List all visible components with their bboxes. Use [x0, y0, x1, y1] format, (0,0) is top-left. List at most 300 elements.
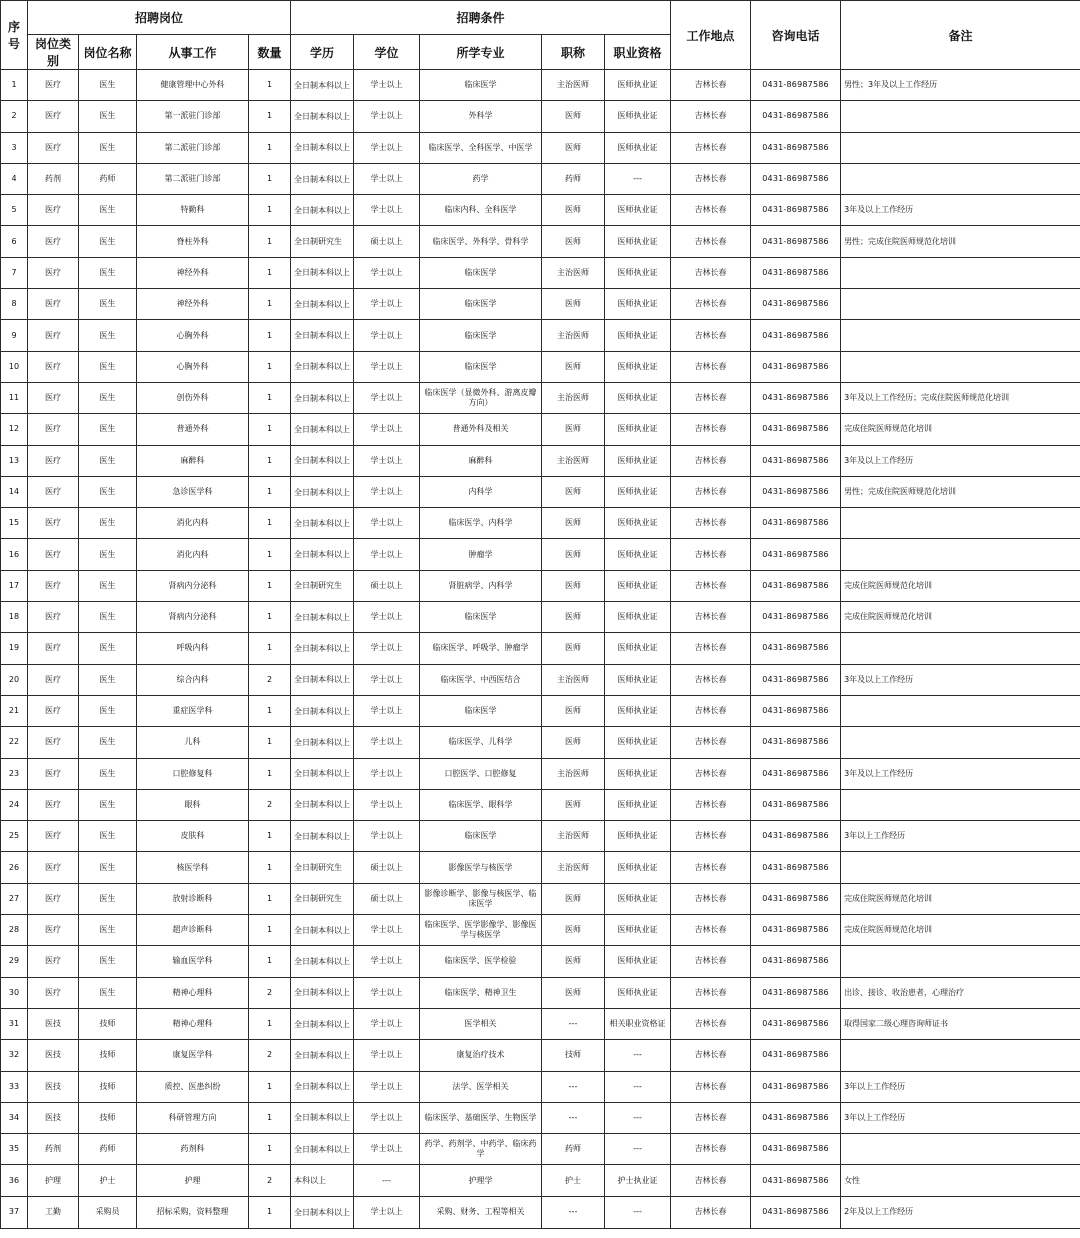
- cell-note: [841, 101, 1080, 132]
- cell-count: 1: [249, 257, 291, 288]
- cell-major: 口腔医学、口腔修复: [420, 758, 542, 789]
- cell-note: 完成住院医师规范化培训: [841, 883, 1080, 914]
- cell-phone: 0431-86987586: [751, 664, 841, 695]
- cell-seq: 1: [1, 70, 28, 101]
- cell-post-name: 医生: [79, 570, 137, 601]
- cell-title: 医师: [542, 476, 605, 507]
- cell-title: 技师: [542, 1040, 605, 1071]
- cell-qualification: 医师执业证: [605, 946, 671, 977]
- cell-note: [841, 257, 1080, 288]
- cell-location: 吉林长春: [671, 821, 751, 852]
- cell-major: 药学: [420, 163, 542, 194]
- cell-note: [841, 320, 1080, 351]
- cell-location: 吉林长春: [671, 852, 751, 883]
- cell-phone: 0431-86987586: [751, 789, 841, 820]
- cell-note: 3年及以上工作经历: [841, 195, 1080, 226]
- cell-qualification: ---: [605, 1196, 671, 1228]
- cell-post-category: 医疗: [28, 852, 79, 883]
- cell-note: 男性；完成住院医师规范化培训: [841, 226, 1080, 257]
- cell-work: 普通外科: [137, 414, 249, 445]
- cell-post-name: 采购员: [79, 1196, 137, 1228]
- cell-post-name: 医生: [79, 195, 137, 226]
- cell-post-name: 技师: [79, 1040, 137, 1071]
- cell-seq: 16: [1, 539, 28, 570]
- header-count: 数量: [249, 35, 291, 70]
- cell-count: 1: [249, 195, 291, 226]
- cell-title: 医师: [542, 351, 605, 382]
- cell-phone: 0431-86987586: [751, 915, 841, 946]
- table-row: [1, 445, 1080, 476]
- cell-title: 医师: [542, 789, 605, 820]
- cell-degree: 学士以上: [354, 289, 420, 320]
- cell-degree: 学士以上: [354, 633, 420, 664]
- cell-count: 1: [249, 226, 291, 257]
- cell-count: 1: [249, 539, 291, 570]
- cell-location: 吉林长春: [671, 789, 751, 820]
- cell-location: 吉林长春: [671, 695, 751, 726]
- cell-work: 消化内科: [137, 539, 249, 570]
- cell-post-category: 医疗: [28, 727, 79, 758]
- header-note: 备注: [841, 1, 1080, 70]
- cell-post-category: 医疗: [28, 257, 79, 288]
- cell-post-name: 医生: [79, 915, 137, 946]
- cell-location: 吉林长春: [671, 570, 751, 601]
- cell-work: 护理: [137, 1165, 249, 1196]
- cell-degree: 学士以上: [354, 508, 420, 539]
- cell-work: 康复医学科: [137, 1040, 249, 1071]
- cell-qualification: 医师执业证: [605, 445, 671, 476]
- cell-post-category: 医疗: [28, 70, 79, 101]
- cell-degree: 学士以上: [354, 1196, 420, 1228]
- table-row: [1, 382, 1080, 413]
- cell-major: 肾脏病学、内科学: [420, 570, 542, 601]
- header-education: 学历: [291, 35, 354, 70]
- cell-qualification: 医师执业证: [605, 257, 671, 288]
- table-row: [1, 915, 1080, 946]
- cell-post-category: 医疗: [28, 633, 79, 664]
- cell-degree: 学士以上: [354, 1134, 420, 1165]
- cell-education: 全日制研究生: [291, 883, 354, 914]
- table-row: [1, 789, 1080, 820]
- cell-phone: 0431-86987586: [751, 476, 841, 507]
- table-row: [1, 195, 1080, 226]
- cell-phone: 0431-86987586: [751, 351, 841, 382]
- cell-qualification: 医师执业证: [605, 727, 671, 758]
- cell-location: 吉林长春: [671, 1196, 751, 1228]
- cell-work: 重症医学科: [137, 695, 249, 726]
- cell-post-category: 医疗: [28, 195, 79, 226]
- table-row: [1, 1134, 1080, 1165]
- cell-qualification: 医师执业证: [605, 789, 671, 820]
- header-location: 工作地点: [671, 1, 751, 70]
- cell-education: 全日制本科以上: [291, 289, 354, 320]
- cell-phone: 0431-86987586: [751, 163, 841, 194]
- table-row: [1, 132, 1080, 163]
- cell-post-category: 医疗: [28, 946, 79, 977]
- cell-phone: 0431-86987586: [751, 852, 841, 883]
- cell-major: 临床医学: [420, 289, 542, 320]
- cell-post-name: 医生: [79, 445, 137, 476]
- cell-location: 吉林长春: [671, 163, 751, 194]
- cell-qualification: 医师执业证: [605, 883, 671, 914]
- cell-qualification: 医师执业证: [605, 602, 671, 633]
- cell-work: 第二派驻门诊部: [137, 132, 249, 163]
- cell-education: 全日制本科以上: [291, 351, 354, 382]
- cell-education: 全日制本科以上: [291, 445, 354, 476]
- cell-work: 科研管理方向: [137, 1102, 249, 1133]
- cell-education: 全日制本科以上: [291, 476, 354, 507]
- cell-post-name: 医生: [79, 883, 137, 914]
- cell-phone: 0431-86987586: [751, 1071, 841, 1102]
- cell-post-category: 医疗: [28, 226, 79, 257]
- table-row: [1, 101, 1080, 132]
- cell-seq: 17: [1, 570, 28, 601]
- cell-work: 心胸外科: [137, 351, 249, 382]
- cell-work: 核医学科: [137, 852, 249, 883]
- cell-note: [841, 852, 1080, 883]
- cell-work: 第二派驻门诊部: [137, 163, 249, 194]
- cell-location: 吉林长春: [671, 1165, 751, 1196]
- cell-count: 1: [249, 476, 291, 507]
- cell-post-name: 医生: [79, 789, 137, 820]
- cell-count: 2: [249, 664, 291, 695]
- cell-note: 出诊、接诊、收治患者，心理治疗: [841, 977, 1080, 1008]
- table-row: [1, 257, 1080, 288]
- cell-degree: 学士以上: [354, 476, 420, 507]
- cell-education: 全日制本科以上: [291, 132, 354, 163]
- cell-major: 肿瘤学: [420, 539, 542, 570]
- cell-degree: 学士以上: [354, 946, 420, 977]
- cell-count: 1: [249, 633, 291, 664]
- cell-major: 临床医学、内科学: [420, 508, 542, 539]
- cell-post-name: 医生: [79, 821, 137, 852]
- cell-post-name: 医生: [79, 101, 137, 132]
- cell-note: [841, 789, 1080, 820]
- cell-count: 1: [249, 414, 291, 445]
- table-row: [1, 758, 1080, 789]
- cell-note: [841, 508, 1080, 539]
- cell-education: 全日制本科以上: [291, 664, 354, 695]
- cell-seq: 8: [1, 289, 28, 320]
- cell-count: 2: [249, 1040, 291, 1071]
- cell-post-category: 医疗: [28, 539, 79, 570]
- cell-post-name: 医生: [79, 946, 137, 977]
- cell-count: 1: [249, 602, 291, 633]
- cell-degree: 学士以上: [354, 445, 420, 476]
- cell-degree: 学士以上: [354, 382, 420, 413]
- cell-degree: 学士以上: [354, 727, 420, 758]
- cell-title: 主治医师: [542, 445, 605, 476]
- cell-count: 1: [249, 132, 291, 163]
- header-post-category: 岗位类别: [28, 35, 79, 70]
- cell-degree: 学士以上: [354, 539, 420, 570]
- cell-post-category: 药剂: [28, 1134, 79, 1165]
- cell-post-category: 医疗: [28, 320, 79, 351]
- cell-phone: 0431-86987586: [751, 1165, 841, 1196]
- cell-work: 急诊医学科: [137, 476, 249, 507]
- cell-phone: 0431-86987586: [751, 195, 841, 226]
- cell-post-category: 工勤: [28, 1196, 79, 1228]
- cell-count: 1: [249, 508, 291, 539]
- cell-degree: 学士以上: [354, 320, 420, 351]
- cell-degree: 学士以上: [354, 257, 420, 288]
- cell-location: 吉林长春: [671, 1008, 751, 1039]
- cell-post-name: 医生: [79, 852, 137, 883]
- cell-education: 全日制本科以上: [291, 1134, 354, 1165]
- cell-note: [841, 695, 1080, 726]
- cell-location: 吉林长春: [671, 320, 751, 351]
- cell-post-category: 医疗: [28, 508, 79, 539]
- cell-note: [841, 539, 1080, 570]
- cell-post-name: 医生: [79, 226, 137, 257]
- table-row: [1, 1165, 1080, 1196]
- cell-location: 吉林长春: [671, 508, 751, 539]
- cell-location: 吉林长春: [671, 664, 751, 695]
- cell-major: 临床医学、外科学、骨科学: [420, 226, 542, 257]
- cell-post-name: 医生: [79, 414, 137, 445]
- cell-phone: 0431-86987586: [751, 445, 841, 476]
- cell-post-name: 医生: [79, 977, 137, 1008]
- cell-education: 全日制本科以上: [291, 508, 354, 539]
- cell-post-name: 医生: [79, 476, 137, 507]
- cell-major: 影像诊断学、影像与核医学、临床医学: [420, 883, 542, 914]
- cell-count: 2: [249, 977, 291, 1008]
- cell-seq: 23: [1, 758, 28, 789]
- cell-phone: 0431-86987586: [751, 977, 841, 1008]
- cell-major: 临床医学、呼吸学、肿瘤学: [420, 633, 542, 664]
- cell-note: 完成住院医师规范化培训: [841, 915, 1080, 946]
- cell-major: 药学、药剂学、中药学、临床药学: [420, 1134, 542, 1165]
- cell-work: 质控、医患纠纷: [137, 1071, 249, 1102]
- cell-qualification: ---: [605, 1040, 671, 1071]
- cell-location: 吉林长春: [671, 1102, 751, 1133]
- cell-qualification: 医师执业证: [605, 695, 671, 726]
- cell-post-category: 医疗: [28, 351, 79, 382]
- cell-note: 男性；完成住院医师规范化培训: [841, 476, 1080, 507]
- cell-post-category: 医技: [28, 1008, 79, 1039]
- table-row: [1, 570, 1080, 601]
- cell-qualification: ---: [605, 1102, 671, 1133]
- cell-seq: 5: [1, 195, 28, 226]
- cell-location: 吉林长春: [671, 101, 751, 132]
- cell-note: 3年以上工作经历: [841, 1102, 1080, 1133]
- cell-major: 采购、财务、工程等相关: [420, 1196, 542, 1228]
- cell-post-category: 医疗: [28, 758, 79, 789]
- cell-phone: 0431-86987586: [751, 414, 841, 445]
- cell-title: 主治医师: [542, 664, 605, 695]
- table-row: [1, 1008, 1080, 1039]
- cell-note: [841, 289, 1080, 320]
- table-row: [1, 946, 1080, 977]
- cell-count: 1: [249, 101, 291, 132]
- cell-degree: 硕士以上: [354, 570, 420, 601]
- cell-seq: 32: [1, 1040, 28, 1071]
- cell-note: [841, 351, 1080, 382]
- cell-major: 医学相关: [420, 1008, 542, 1039]
- cell-note: [841, 163, 1080, 194]
- cell-count: 1: [249, 289, 291, 320]
- cell-work: 神经外科: [137, 289, 249, 320]
- table-row: [1, 633, 1080, 664]
- cell-location: 吉林长春: [671, 633, 751, 664]
- cell-education: 全日制本科以上: [291, 1071, 354, 1102]
- cell-major: 临床医学、儿科学: [420, 727, 542, 758]
- cell-post-name: 医生: [79, 508, 137, 539]
- cell-post-name: 技师: [79, 1071, 137, 1102]
- table-row: [1, 977, 1080, 1008]
- cell-qualification: 医师执业证: [605, 664, 671, 695]
- cell-count: 1: [249, 1102, 291, 1133]
- cell-title: 医师: [542, 132, 605, 163]
- cell-count: 1: [249, 445, 291, 476]
- cell-qualification: 医师执业证: [605, 382, 671, 413]
- cell-post-name: 医生: [79, 664, 137, 695]
- cell-phone: 0431-86987586: [751, 132, 841, 163]
- cell-phone: 0431-86987586: [751, 289, 841, 320]
- cell-title: 医师: [542, 508, 605, 539]
- cell-title: 医师: [542, 602, 605, 633]
- cell-phone: 0431-86987586: [751, 883, 841, 914]
- cell-post-name: 医生: [79, 289, 137, 320]
- cell-location: 吉林长春: [671, 1040, 751, 1071]
- cell-post-category: 医疗: [28, 664, 79, 695]
- cell-major: 内科学: [420, 476, 542, 507]
- cell-phone: 0431-86987586: [751, 70, 841, 101]
- cell-degree: 学士以上: [354, 1008, 420, 1039]
- cell-seq: 20: [1, 664, 28, 695]
- cell-title: 医师: [542, 195, 605, 226]
- header-degree: 学位: [354, 35, 420, 70]
- cell-work: 输血医学科: [137, 946, 249, 977]
- cell-post-name: 医生: [79, 351, 137, 382]
- table-row: [1, 883, 1080, 914]
- cell-seq: 3: [1, 132, 28, 163]
- cell-phone: 0431-86987586: [751, 382, 841, 413]
- cell-post-category: 医技: [28, 1071, 79, 1102]
- cell-post-name: 技师: [79, 1008, 137, 1039]
- cell-post-category: 医疗: [28, 695, 79, 726]
- table-row: [1, 289, 1080, 320]
- cell-note: 3年及以上工作经历；完成住院医师规范化培训: [841, 382, 1080, 413]
- cell-post-name: 技师: [79, 1102, 137, 1133]
- cell-seq: 35: [1, 1134, 28, 1165]
- cell-phone: 0431-86987586: [751, 320, 841, 351]
- cell-qualification: 医师执业证: [605, 70, 671, 101]
- cell-phone: 0431-86987586: [751, 695, 841, 726]
- cell-major: 普通外科及相关: [420, 414, 542, 445]
- cell-work: 超声诊断科: [137, 915, 249, 946]
- table-body: [1, 70, 1080, 1229]
- cell-seq: 12: [1, 414, 28, 445]
- cell-education: 全日制本科以上: [291, 101, 354, 132]
- cell-title: ---: [542, 1102, 605, 1133]
- cell-title: 医师: [542, 101, 605, 132]
- cell-location: 吉林长春: [671, 226, 751, 257]
- cell-major: 临床医学、医学检验: [420, 946, 542, 977]
- cell-post-name: 护士: [79, 1165, 137, 1196]
- cell-work: 肾病内分泌科: [137, 570, 249, 601]
- cell-post-category: 医疗: [28, 476, 79, 507]
- cell-qualification: 医师执业证: [605, 351, 671, 382]
- cell-education: 全日制本科以上: [291, 633, 354, 664]
- cell-post-category: 医疗: [28, 289, 79, 320]
- cell-title: 医师: [542, 695, 605, 726]
- table-row: [1, 695, 1080, 726]
- cell-education: 全日制本科以上: [291, 257, 354, 288]
- cell-degree: 学士以上: [354, 163, 420, 194]
- cell-post-category: 医疗: [28, 382, 79, 413]
- cell-seq: 15: [1, 508, 28, 539]
- cell-qualification: 医师执业证: [605, 633, 671, 664]
- cell-qualification: ---: [605, 1134, 671, 1165]
- cell-major: 临床内科、全科医学: [420, 195, 542, 226]
- cell-note: 3年以上工作经历: [841, 821, 1080, 852]
- cell-major: 外科学: [420, 101, 542, 132]
- cell-title: 医师: [542, 915, 605, 946]
- header-title: 职称: [542, 35, 605, 70]
- cell-seq: 26: [1, 852, 28, 883]
- cell-post-name: 医生: [79, 602, 137, 633]
- cell-location: 吉林长春: [671, 539, 751, 570]
- header-major: 所学专业: [420, 35, 542, 70]
- cell-count: 1: [249, 915, 291, 946]
- cell-degree: 学士以上: [354, 132, 420, 163]
- cell-count: 1: [249, 351, 291, 382]
- cell-education: 全日制本科以上: [291, 758, 354, 789]
- cell-qualification: ---: [605, 163, 671, 194]
- header-group-conditions: 招聘条件: [291, 1, 671, 35]
- cell-title: 主治医师: [542, 758, 605, 789]
- cell-count: 2: [249, 789, 291, 820]
- cell-seq: 21: [1, 695, 28, 726]
- cell-count: 1: [249, 70, 291, 101]
- header-seq: 序号: [1, 1, 28, 70]
- cell-location: 吉林长春: [671, 445, 751, 476]
- cell-education: 全日制研究生: [291, 570, 354, 601]
- cell-post-category: 医疗: [28, 883, 79, 914]
- cell-note: [841, 946, 1080, 977]
- cell-location: 吉林长春: [671, 382, 751, 413]
- cell-seq: 19: [1, 633, 28, 664]
- cell-education: 全日制本科以上: [291, 602, 354, 633]
- cell-note: 完成住院医师规范化培训: [841, 414, 1080, 445]
- cell-major: 康复治疗技术: [420, 1040, 542, 1071]
- cell-work: 眼科: [137, 789, 249, 820]
- cell-location: 吉林长春: [671, 1134, 751, 1165]
- cell-degree: 学士以上: [354, 70, 420, 101]
- cell-qualification: 医师执业证: [605, 226, 671, 257]
- cell-phone: 0431-86987586: [751, 633, 841, 664]
- header-work: 从事工作: [137, 35, 249, 70]
- cell-qualification: 医师执业证: [605, 821, 671, 852]
- cell-major: 临床医学、医学影像学、影像医学与核医学: [420, 915, 542, 946]
- table-row: [1, 1196, 1080, 1228]
- cell-post-category: 医疗: [28, 101, 79, 132]
- cell-location: 吉林长春: [671, 257, 751, 288]
- cell-count: 1: [249, 821, 291, 852]
- cell-note: 完成住院医师规范化培训: [841, 570, 1080, 601]
- cell-qualification: 医师执业证: [605, 320, 671, 351]
- header-post-name: 岗位名称: [79, 35, 137, 70]
- cell-work: 肾病内分泌科: [137, 602, 249, 633]
- cell-count: 1: [249, 320, 291, 351]
- cell-work: 综合内科: [137, 664, 249, 695]
- table-row: [1, 351, 1080, 382]
- cell-post-category: 医技: [28, 1102, 79, 1133]
- cell-post-name: 医生: [79, 727, 137, 758]
- cell-degree: 学士以上: [354, 414, 420, 445]
- cell-seq: 4: [1, 163, 28, 194]
